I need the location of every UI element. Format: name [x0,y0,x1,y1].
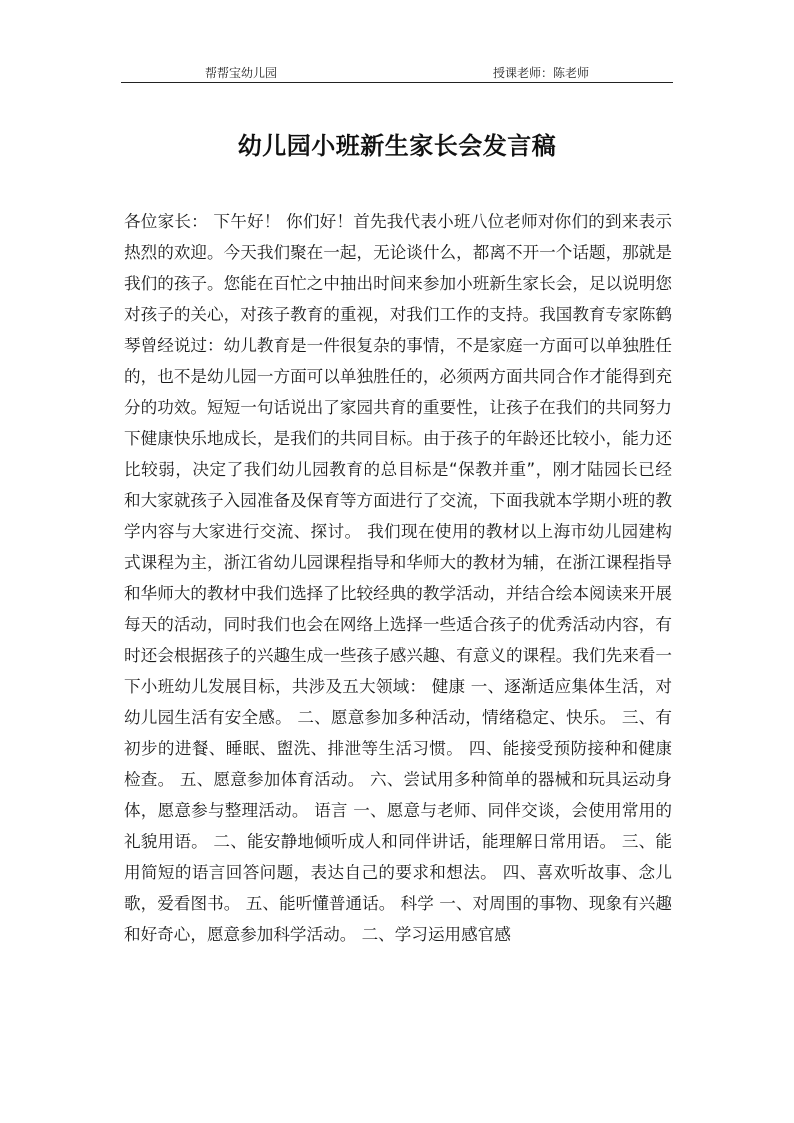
teacher-name: 授课老师：陈老师 [493,66,590,80]
school-name: 帮帮宝幼儿园 [205,66,278,80]
page-title: 幼儿园小班新生家长会发言稿 [237,132,557,160]
speech-body-text: 各位家长： 下午好！ 你们好！首先我代表小班八位老师对你们的到来表示热烈的欢迎。今天我们聚在一起，无论谈什么，都离不开一个话题，那就是我们的孩子。您能在百忙之中抽出时间来参加小班新生家长会，足以说明您对孩子的关心，对孩子教育的重视，对我们工作的支持。我国教育专家陈鹤琴曾经说过：幼儿教育是一件很复杂的事情，不是家庭一方面可以单独胜任的，也不是幼儿园一方面可以单独胜任的，必须两方面共同合作才能得到充分的功效。短短一句话说出了家园共育的重要性，让孩子在我们的共同努力下健康快乐地成长，是我们的共同目标。由于孩子的年龄还比较小，能力还比较弱，决定了我们幼儿园教育的总目标是“保教并重”，刚才陆园长已经和大家就孩子入园准备及保育等方面进行了交流，下面我就本学期小班的教学内容与大家进行交流、探讨。 我们现在使用的教材以上海市幼儿园建构式课程为主，浙江省幼儿园课程指导和华师大的教材为辅，在浙江课程指导和华师大的教材中我们选择了比较经典的教学活动，并结合绘本阅读来开展每天的活动，同时我们也会在网络上选择一些适合孩子的优秀活动内容，有时还会根据孩子的兴趣生成一些孩子感兴趣、有意义的课程。我们先来看一下小班幼儿发展目标，共涉及五大领域： 健康 一、逐渐适应集体生活，对幼儿园生活有安全感。 二、愿意参加多种活动，情绪稳定、快乐。 三、有初步的进餐、睡眠、盥洗、排泄等生活习惯。 四、能接受预防接种和健康检查。 五、愿意参加体育活动。 六、尝试用多种简单的器械和玩具运动身体，愿意参与整理活动。 语言 一、愿意与老师、同伴交谈，会使用常用的礼貌用语。 二、能安静地倾听成人和同伴讲话，能理解日常用语。 三、能用简短的语言回答问题，表达自己的要求和想法。 四、喜欢听故事、念儿歌，爱看图书。 五、能听懂普通话。 科学 一、对周围的事物、现象有兴趣和好奇心，愿意参加科学活动。 二、学习运用感官感 [124,212,672,944]
page-header [121,62,673,83]
